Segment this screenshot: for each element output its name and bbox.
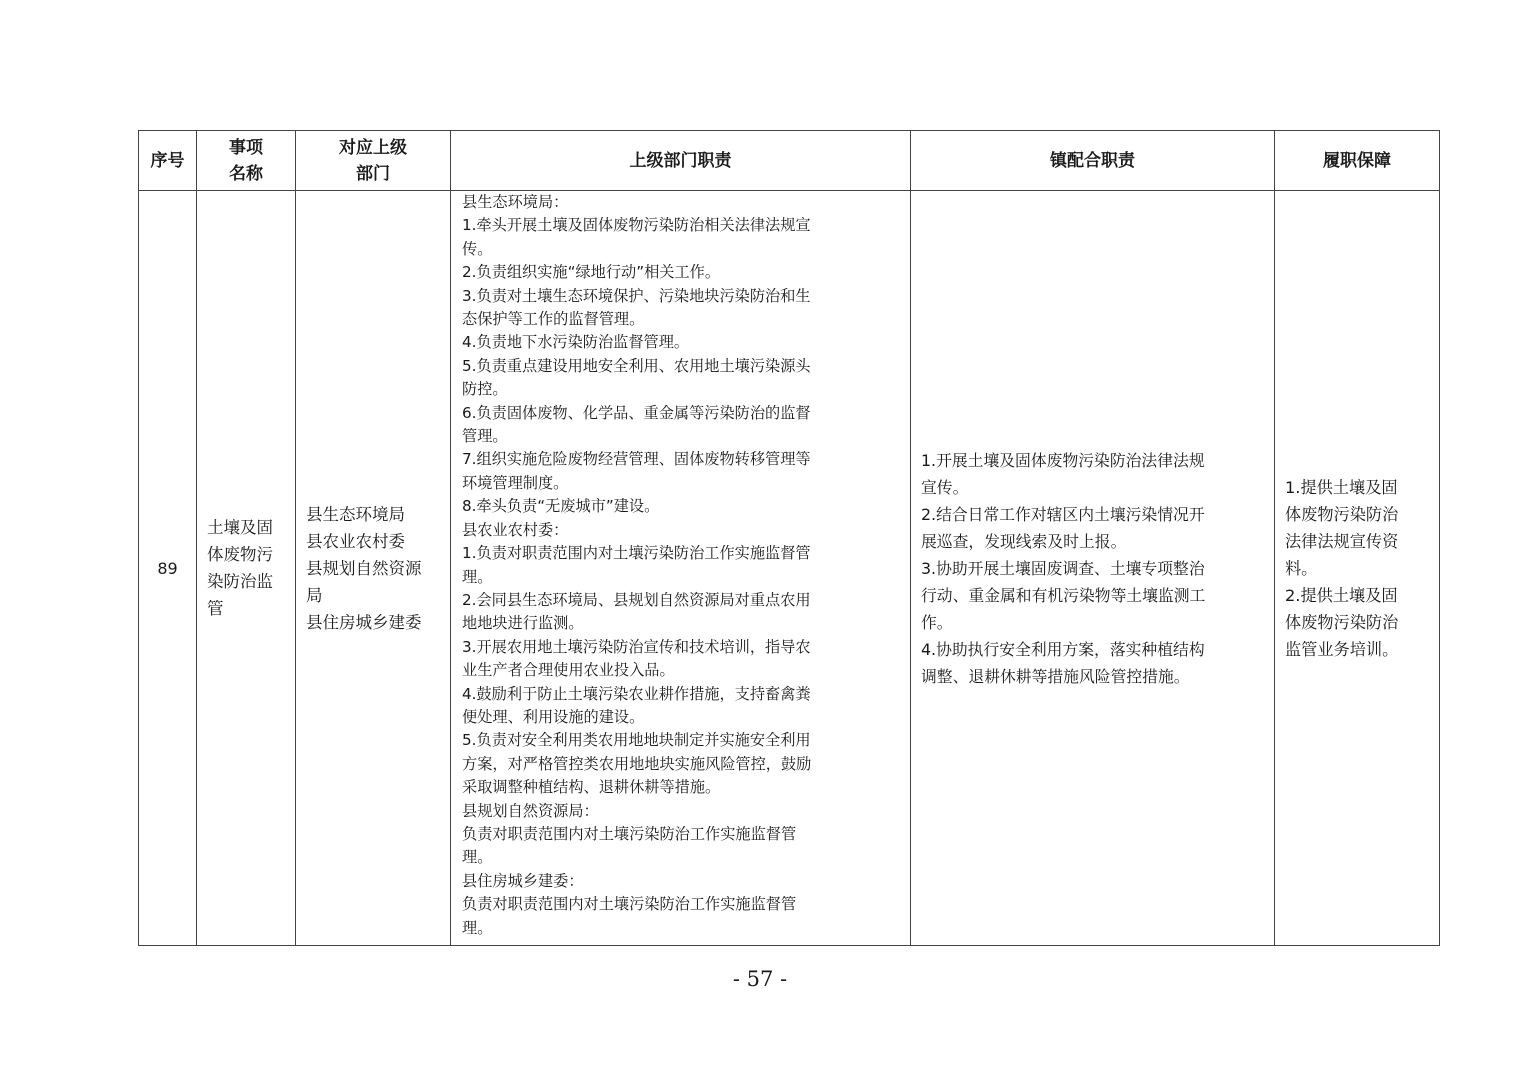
text-line: 县生态环境局 [306,504,405,524]
text-line: 调整、退耕休耕等措施风险管控措施。 [921,666,1190,686]
text-line: 采取调整种植结构、退耕休耕等措施。 [462,778,721,797]
text-line: 防控。 [462,380,508,399]
table-header-row [139,131,1440,191]
text-line: 理。 [462,918,493,937]
text-line: 管 [207,599,224,618]
text-line: 宣传。 [921,477,969,497]
text-line: 监管业务培训。 [1285,639,1399,659]
text-line: 8.牵头负责“无废城市”建设。 [462,497,660,516]
text-line: 1.提供土壤及固 [1285,477,1398,497]
header-item-name-line2: 名称 [229,163,263,184]
text-line: 2.负责组织实施“绿地行动”相关工作。 [462,263,721,282]
text-line: 5.负责重点建设用地安全利用、农用地土壤污染源头 [462,356,811,375]
table-row [139,191,1440,946]
text-line: 负责对职责范围内对土壤污染防治工作实施监督管 [462,895,797,914]
text-line: 县住房城乡建委 [306,612,422,632]
text-line: 环境管理制度。 [462,473,569,492]
text-line: 4.鼓励利于防止土壤污染农业耕作措施，支持畜禽粪 [462,684,811,703]
text-line: 5.负责对安全利用类农用地地块制定并实施安全利用 [462,731,811,750]
cell-guarantee [1275,191,1440,946]
text-line: 地地块进行监测。 [462,614,584,633]
header-superior-dept [296,131,451,191]
text-line: 传。 [462,239,493,258]
header-superior-dept-line2: 部门 [356,163,390,184]
text-line: 方案，对严格管控类农用地地块实施风险管控，鼓励 [462,754,812,773]
text-line: 理。 [462,848,493,867]
text-line: 2.会同县生态环境局、县规划自然资源局对重点农用 [462,590,811,609]
text-line: 7.组织实施危险废物经营管理、固体废物转移管理等 [462,450,811,469]
header-town-duties: 镇配合职责 [911,131,1275,191]
text-line: 1.开展土壤及固体废物污染防治法律法规 [921,450,1205,470]
text-line: 县住房城乡建委： [462,871,584,890]
text-line: 便处理、利用设施的建设。 [462,707,645,726]
text-line: 土壤及固 [207,518,273,537]
text-line: 县农业农村委： [462,520,569,539]
text-line: 2.结合日常工作对辖区内土壤污染情况开 [921,504,1205,524]
text-line: 料。 [1285,558,1318,578]
text-line: 4.协助执行安全利用方案，落实种植结构 [921,639,1205,659]
cell-item-name [197,191,296,946]
text-line: 3.负责对土壤生态环境保护、污染地块污染防治和生 [462,286,811,305]
text-line: 县农业农村委 [306,531,405,551]
header-item-name [197,131,296,191]
text-line: 县生态环境局： [462,193,569,211]
cell-superior-duties [451,191,911,946]
responsibility-table [138,130,1440,946]
cell-seq: 89 [139,191,197,946]
header-item-name-line1: 事项 [229,137,263,158]
text-line: 县规划自然资源 [306,558,422,578]
cell-town-duties [911,191,1275,946]
cell-superior-dept [296,191,451,946]
text-line: 4.负责地下水污染防治监督管理。 [462,333,690,352]
text-line: 负责对职责范围内对土壤污染防治工作实施监督管 [462,824,797,843]
text-line: 染防治监 [207,572,273,591]
header-seq: 序号 [139,131,197,191]
header-superior-dept-line1: 对应上级 [339,137,407,158]
header-guarantee: 履职保障 [1275,131,1440,191]
text-line: 法律法规宣传资 [1285,531,1399,551]
text-line: 业生产者合理使用农业投入品。 [462,661,675,680]
text-line: 行动、重金属和有机污染物等土壤监测工 [921,585,1206,605]
text-line: 理。 [462,567,493,586]
text-line: 2.提供土壤及固 [1285,585,1398,605]
text-line: 体废物污染防治 [1285,504,1399,524]
text-line: 局 [306,585,323,605]
text-line: 3.协助开展土壤固废调查、土壤专项整治 [921,558,1205,578]
text-line: 6.负责固体废物、化学品、重金属等污染防治的监督 [462,403,811,422]
text-line: 体废物污染防治 [1285,612,1399,632]
text-line: 体废物污 [207,545,273,564]
header-superior-duties: 上级部门职责 [451,131,911,191]
text-line: 3.开展农用地土壤污染防治宣传和技术培训，指导农 [462,637,811,656]
text-line: 作。 [921,612,953,632]
text-line: 展巡查，发现线索及时上报。 [921,531,1127,551]
text-line: 管理。 [462,427,508,446]
text-line: 1.负责对职责范围内对土壤污染防治工作实施监督管 [462,544,811,563]
text-line: 态保护等工作的监督管理。 [462,310,645,329]
page-number: - 57 - [732,967,788,991]
text-line: 1.牵头开展土壤及固体废物污染防治相关法律法规宣 [462,216,811,235]
text-line: 县规划自然资源局： [462,801,599,820]
